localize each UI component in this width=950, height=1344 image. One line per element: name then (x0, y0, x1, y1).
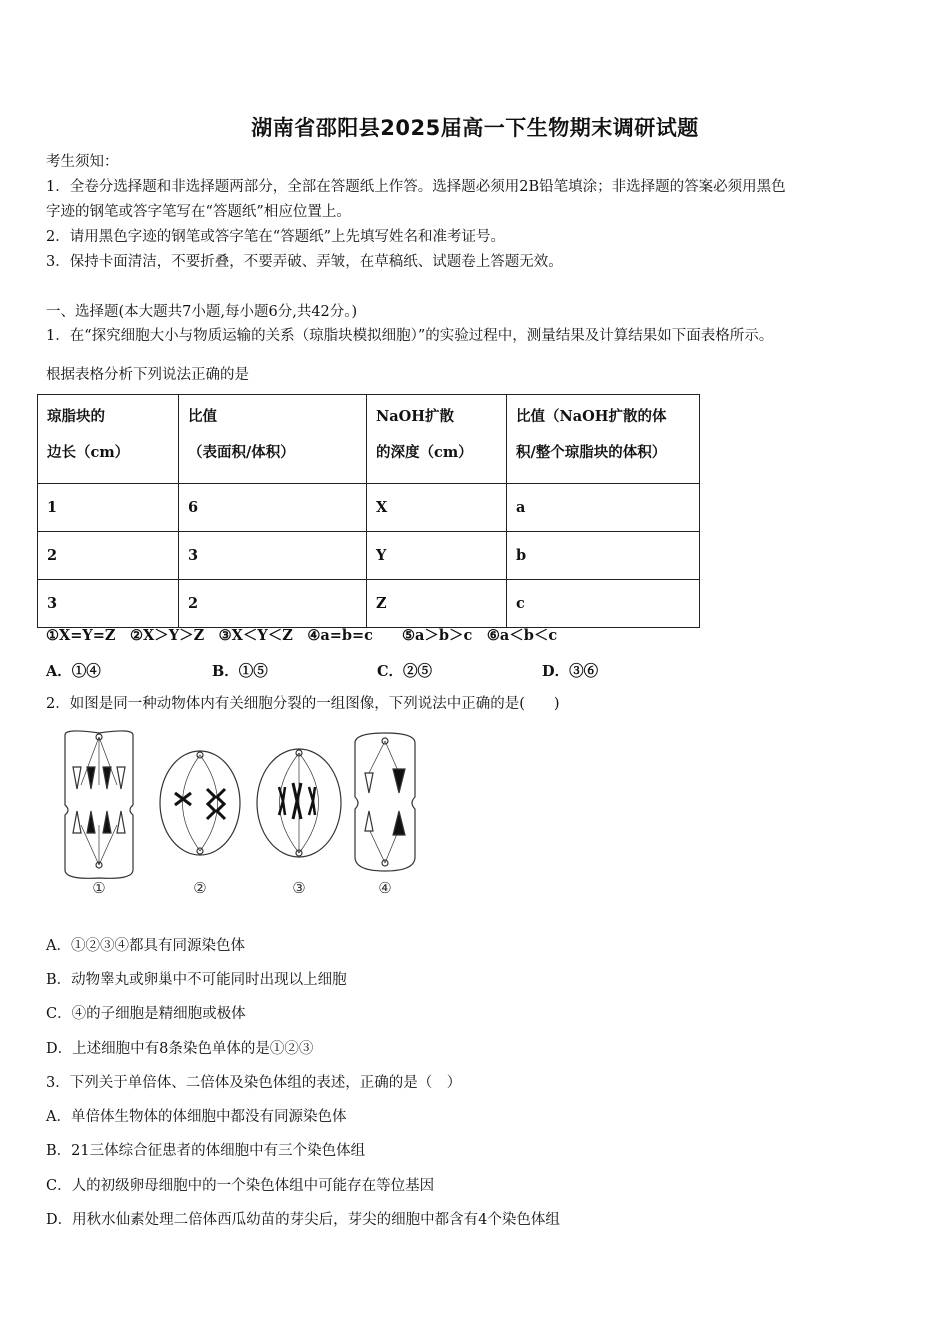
cell-4-diagram (355, 733, 415, 871)
table-cell: 2 (38, 532, 179, 580)
section-heading: 一、选择题(本大题共7小题,每小题6分,共42分。) (46, 304, 358, 320)
table-row (38, 484, 700, 532)
table-cell: c (507, 580, 700, 628)
table-cell: Y (367, 532, 507, 580)
option-a[interactable]: A．①②③④都具有同源染色体 (46, 938, 245, 954)
table-header-row (38, 395, 700, 484)
table-cell: 3 (38, 580, 179, 628)
table-row (38, 580, 700, 628)
table-cell: 1 (38, 484, 179, 532)
figure-label: ① (92, 879, 106, 897)
table-cell: a (507, 484, 700, 532)
table-cell: 6 (179, 484, 367, 532)
table-header-cell: 琼脂块的 边长（cm） (38, 395, 179, 484)
page-title: 湖南省邵阳县2025届高一下生物期末调研试题 (251, 116, 699, 140)
option-a[interactable]: A．①④ (46, 663, 101, 680)
option-c[interactable]: C．④的子细胞是精细胞或极体 (46, 1006, 246, 1022)
table-cell: X (367, 484, 507, 532)
figure-label: ③ (292, 879, 306, 897)
option-a[interactable]: A．单倍体生物体的体细胞中都没有同源染色体 (46, 1109, 347, 1125)
option-b[interactable]: B．动物睾丸或卵巢中不可能同时出现以上细胞 (46, 972, 347, 988)
option-c[interactable]: C．②⑤ (377, 663, 433, 680)
table-row (38, 532, 700, 580)
q2-stem: 2．如图是同一种动物体内有关细胞分裂的一组图像，下列说法中正确的是( ) (46, 696, 560, 712)
cell-1-diagram (65, 731, 133, 878)
cell-2-diagram (160, 751, 240, 855)
q1-stem-cont: 根据表格分析下列说法正确的是 (46, 367, 249, 383)
cell-3-diagram (257, 749, 341, 857)
q1-statements: ①X=Y=Z ②X＞Y＞Z ③X＜Y＜Z ④a=b=c ⑤a＞b＞c ⑥a＜b＜c (46, 627, 558, 644)
option-b[interactable]: B．21三体综合征患者的体细胞中有三个染色体组 (46, 1143, 366, 1159)
table-header-cell: NaOH扩散 的深度（cm） (367, 395, 507, 484)
cell-division-figure (55, 725, 425, 900)
notice-item: 2．请用黑色字迹的钢笔或答字笔在“答题纸”上先填写姓名和准考证号。 (46, 229, 506, 245)
notice-item: 字迹的钢笔或答字笔写在“答题纸”相应位置上。 (46, 204, 351, 220)
option-d[interactable]: D．用秋水仙素处理二倍体西瓜幼苗的芽尖后，芽尖的细胞中都含有4个染色体组 (46, 1212, 560, 1228)
table-cell: 3 (179, 532, 367, 580)
table-cell: Z (367, 580, 507, 628)
q3-stem: 3．下列关于单倍体、二倍体及染色体组的表述，正确的是（ ） (46, 1075, 462, 1091)
option-c[interactable]: C．人的初级卵母细胞中的一个染色体组中可能存在等位基因 (46, 1178, 435, 1194)
table-header-cell: 比值（NaOH扩散的体 积/整个琼脂块的体积） (507, 395, 700, 484)
option-d[interactable]: D．③⑥ (542, 663, 599, 680)
table-cell: b (507, 532, 700, 580)
figure-label: ② (193, 879, 207, 897)
notice-item: 3．保持卡面清洁，不要折叠，不要弄破、弄皱，在草稿纸、试题卷上答题无效。 (46, 254, 563, 270)
notice-heading: 考生须知： (46, 154, 119, 170)
table-cell: 2 (179, 580, 367, 628)
notice-item: 1．全卷分选择题和非选择题两部分，全部在答题纸上作答。选择题必须用2B铅笔填涂；非选择题的答案必须用黑色 (46, 179, 786, 195)
option-d[interactable]: D．上述细胞中有8条染色单体的是①②③ (46, 1041, 314, 1057)
figure-label: ④ (378, 879, 392, 897)
q1-stem: 1．在“探究细胞大小与物质运输的关系（琼脂块模拟细胞）”的实验过程中，测量结果及计算结果如下面表格所示。 (46, 328, 774, 344)
q1-table (37, 394, 700, 628)
table-header-cell: 比值 （表面积/体积） (179, 395, 367, 484)
option-b[interactable]: B．①⑤ (212, 663, 268, 680)
